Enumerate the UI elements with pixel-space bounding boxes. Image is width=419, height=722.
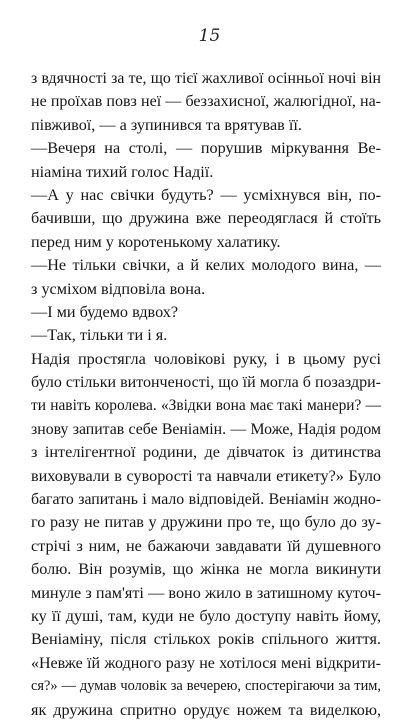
text-line: —Вечеря на столі, — порушив міркування Ве-: [31, 139, 381, 158]
text-line: знову запитав себе Веніамін. — Може, Надія родом: [31, 420, 381, 438]
text-line: минуле з пам'яті — воно жило в затишному куточ-: [31, 583, 381, 602]
text-line: виховували в суворості та навчали етикету?» Було: [31, 466, 381, 485]
text-line: —Так, тільки ти і я.: [31, 326, 168, 345]
text-line: з усміхом відповіла вона.: [31, 279, 206, 298]
text-line: ти навіть королева. «Звідки вона має такі манери? —: [31, 397, 381, 415]
text-line: Надія простягла чоловікові руку, і в цьому русі: [31, 349, 381, 368]
text-line: перед ним у коротенькому халатику.: [31, 232, 281, 251]
text-line: Веніаміну, після стількох років спільного життя.: [31, 630, 381, 649]
page-number: 15: [198, 26, 221, 46]
text-line: «Невже їй жодного разу не хотілося мені відкрити-: [31, 654, 381, 672]
text-line: ніаміна тихий голос Надії.: [31, 162, 214, 181]
text-line: багато запитань і мало відповідей. Веніамін жодно-: [31, 491, 381, 509]
text-line: го разу не питав у дружини про те, що було до зу-: [31, 513, 381, 532]
text-line: стрічі з ним, не бажаючи завдавати їй душевного: [31, 536, 381, 555]
text-line: з вдячності за те, що тієї жахливої осінньої ночі він: [31, 70, 381, 87]
text-line: півживої, — а зупинився та врятував її.: [31, 115, 302, 134]
text-line: ку її душі, там, куди не було доступу навіть йому,: [31, 606, 381, 625]
text-line: з інтелігентної родини, де дівчаток із дитинства: [31, 443, 381, 462]
text-line: —А у нас свічки будуть? — усміхнувся він, по-: [31, 185, 381, 204]
text-line: ся?» — думав чоловік за вечерею, спостерігаючи за тим,: [31, 678, 381, 695]
text-line: болю. Він розумів, що жінка не могла викинути: [31, 560, 381, 579]
text-line: —Не тільки свічки, а й келих молодого вина, —: [31, 256, 381, 275]
body-text: [31, 67, 381, 722]
text-line: бачивши, що дружина вже переодяглася й стоїть: [31, 209, 381, 228]
text-line: —І ми будемо вдвох?: [31, 302, 179, 321]
text-line: як дружина спритно орудує ножем та виделкою,: [31, 700, 381, 719]
text-line: не проїхав повз неї — беззахисної, жалюгідної, на-: [31, 93, 381, 111]
text-line: було стільки витонченості, що їй могла б позаздри-: [31, 374, 381, 392]
